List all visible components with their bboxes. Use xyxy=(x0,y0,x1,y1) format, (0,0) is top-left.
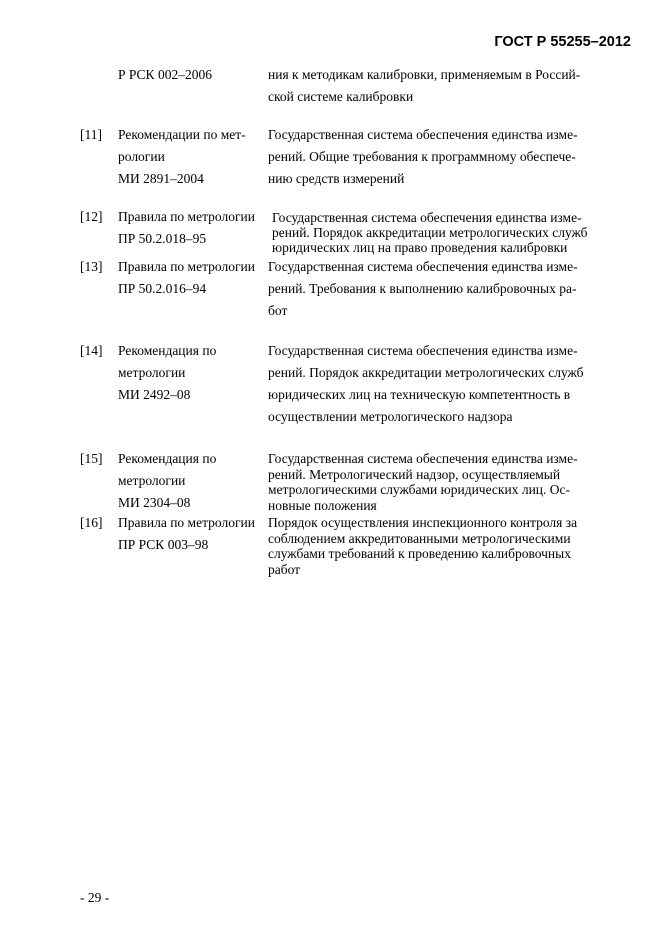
entry-number: [13] xyxy=(80,259,103,274)
source-line: рологии xyxy=(118,149,165,164)
source-line: МИ 2492–08 xyxy=(118,387,191,402)
desc-line: Государственная система обеспечения единства изме- xyxy=(268,259,578,274)
desc-line: новные положения xyxy=(268,497,377,513)
entry-number: [14] xyxy=(80,343,103,358)
source-line: Правила по метрологии xyxy=(118,259,255,274)
desc-line: рений. Общие требования к программному обеспече- xyxy=(268,149,576,164)
entry-description xyxy=(268,340,584,428)
page-number: - 29 - xyxy=(80,890,110,905)
entry-description xyxy=(268,124,580,190)
entry-source xyxy=(118,64,258,86)
desc-line: соблюдением аккредитованными метрологическими xyxy=(268,530,571,546)
desc-line: Государственная система обеспечения единства изме- xyxy=(272,210,582,225)
document-code: ГОСТ Р 55255–2012 xyxy=(494,34,631,50)
source-line: Рекомендация по xyxy=(118,343,217,358)
desc-line: Государственная система обеспечения единства изме- xyxy=(268,127,578,142)
source-line: Р РСК 002–2006 xyxy=(118,67,212,82)
desc-line: службами требований к проведению калибровочных xyxy=(268,546,571,561)
source-line: Рекомендации по мет- xyxy=(118,127,246,142)
source-line: ПР 50.2.016–94 xyxy=(118,281,207,296)
source-line: ПР РСК 003–98 xyxy=(118,537,209,552)
entry-description xyxy=(268,448,580,513)
entry-number: [12] xyxy=(80,209,103,224)
desc-line: Государственная система обеспечения единства изме- xyxy=(268,343,578,358)
entry-source xyxy=(118,206,258,250)
desc-line: нию средств измерений xyxy=(268,171,405,186)
desc-line: осуществлении метрологического надзора xyxy=(268,409,513,424)
desc-line: Государственная система обеспечения единства изме- xyxy=(268,451,578,466)
entry-number: [11] xyxy=(80,127,102,142)
desc-line: метрологическими службами юридических лиц. Ос- xyxy=(268,482,571,497)
entry-source xyxy=(118,448,258,514)
desc-line: юридических лиц на техническую компетентность в xyxy=(268,387,571,402)
desc-line: рений. Порядок аккредитации метрологических служб xyxy=(268,365,584,380)
source-line: Рекомендация по xyxy=(118,451,217,466)
entry-source xyxy=(118,256,258,300)
entry-source xyxy=(118,512,258,556)
desc-line: ния к методикам калибровки, применяемым в Россий- xyxy=(268,67,581,82)
desc-line: работ xyxy=(268,561,301,577)
source-line: Правила по метрологии xyxy=(118,515,255,530)
desc-line: ской системе калибровки xyxy=(268,89,414,104)
entry-number: [15] xyxy=(80,451,103,466)
entry-source xyxy=(118,340,258,406)
source-line: МИ 2304–08 xyxy=(118,495,191,510)
source-line: МИ 2891–2004 xyxy=(118,171,204,186)
entry-description xyxy=(272,206,588,255)
desc-line: юридических лиц на право проведения калибровки xyxy=(272,240,568,255)
entry-description xyxy=(268,256,580,322)
source-line: метрологии xyxy=(118,473,186,488)
desc-line: бот xyxy=(268,303,288,318)
source-line: Правила по метрологии xyxy=(118,209,255,224)
entry-source xyxy=(118,124,258,190)
desc-line: Порядок осуществления инспекционного контроля за xyxy=(268,515,578,530)
entry-description xyxy=(268,512,580,577)
source-line: метрологии xyxy=(118,365,186,380)
entry-description xyxy=(268,64,580,108)
desc-line: рений. Метрологический надзор, осуществляемый xyxy=(268,466,561,482)
source-line: ПР 50.2.018–95 xyxy=(118,231,207,246)
desc-line: рений. Порядок аккредитации метрологических служб xyxy=(272,225,588,240)
desc-line: рений. Требования к выполнению калибровочных ра- xyxy=(268,281,577,296)
entry-number: [16] xyxy=(80,515,103,530)
